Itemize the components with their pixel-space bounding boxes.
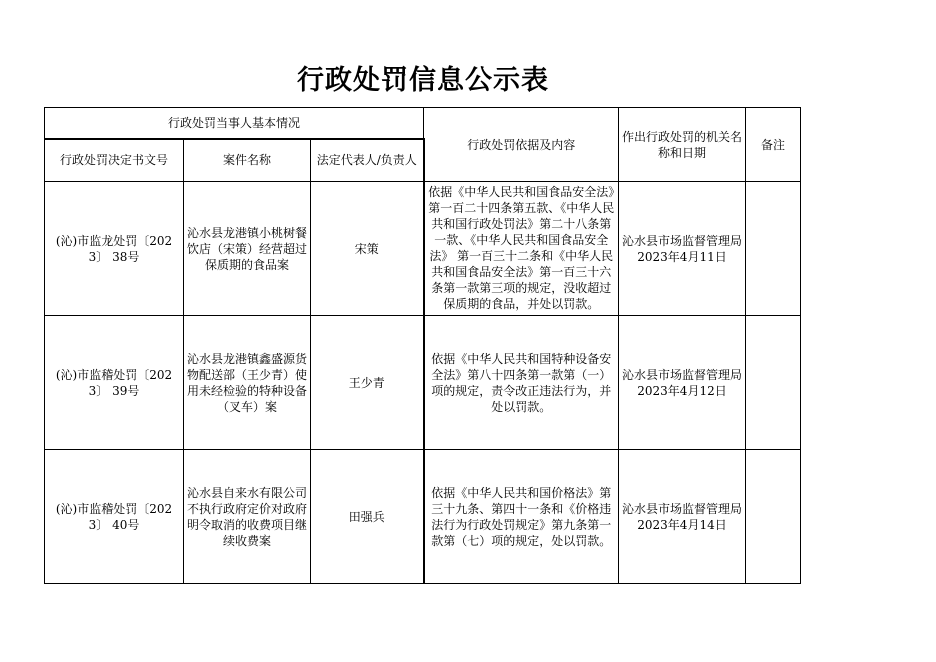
table-row bbox=[45, 450, 801, 584]
header-legal-rep: 法定代表人/负责人 bbox=[311, 139, 424, 182]
header-authority-date: 作出行政处罚的机关名称和日期 bbox=[619, 108, 746, 182]
cell-remark bbox=[746, 450, 801, 584]
cell-remark bbox=[746, 316, 801, 450]
cell-authority-date: 沁水县市场监督管理局2023年4月11日 bbox=[619, 182, 746, 316]
cell-authority-date: 沁水县市场监督管理局2023年4月12日 bbox=[619, 316, 746, 450]
header-remark: 备注 bbox=[746, 108, 801, 182]
cell-decision-no: (沁)市监稽处罚〔2023〕 39号 bbox=[45, 316, 184, 450]
cell-authority-date: 沁水县市场监督管理局2023年4月14日 bbox=[619, 450, 746, 584]
cell-legal-rep: 田强兵 bbox=[311, 450, 424, 584]
cell-decision-no: (沁)市监稽处罚〔2023〕 40号 bbox=[45, 450, 184, 584]
cell-case-name: 沁水县自来水有限公司不执行政府定价对政府明令取消的收费项目继续收费案 bbox=[184, 450, 311, 584]
cell-basis: 依据《中华人民共和国特种设备安全法》第八十四条第一款第（一）项的规定，责令改正违法行为，并处以罚款。 bbox=[424, 316, 619, 450]
table-row bbox=[45, 182, 801, 316]
header-party-info: 行政处罚当事人基本情况 bbox=[45, 108, 424, 139]
cell-case-name: 沁水县龙港镇小桃树餐饮店（宋策）经营超过保质期的食品案 bbox=[184, 182, 311, 316]
cell-decision-no: (沁)市监龙处罚〔2023〕 38号 bbox=[45, 182, 184, 316]
table-row bbox=[45, 316, 801, 450]
cell-legal-rep: 宋策 bbox=[311, 182, 424, 316]
header-basis: 行政处罚依据及内容 bbox=[424, 108, 619, 182]
cell-basis: 依据《中华人民共和国食品安全法》第一百二十四条第五款、《中华人民共和国行政处罚法》第二十八条第一款、《中华人民共和国食品安全法》 第一百三十二条和《中华人民共和国食品安全法》第一百三十六条第一款第三项的规定，没收超过保质期的食品，并处以罚款。 bbox=[428, 185, 615, 311]
penalty-table bbox=[44, 107, 801, 584]
cell-legal-rep: 王少青 bbox=[311, 316, 424, 450]
header-decision-no: 行政处罚决定书文号 bbox=[45, 139, 184, 182]
header-case-name: 案件名称 bbox=[184, 139, 311, 182]
cell-case-name: 沁水县龙港镇鑫盛源货物配送部（王少青）使用未经检验的特种设备（叉车）案 bbox=[184, 316, 311, 450]
cell-basis: 依据《中华人民共和国价格法》第三十九条、第四十一条和《价格违法行为行政处罚规定》第九条第一款第（七）项的规定，处以罚款。 bbox=[424, 450, 619, 584]
header-row-group bbox=[45, 108, 801, 139]
page-title: 行政处罚信息公示表 bbox=[297, 65, 549, 96]
cell-remark bbox=[746, 182, 801, 316]
